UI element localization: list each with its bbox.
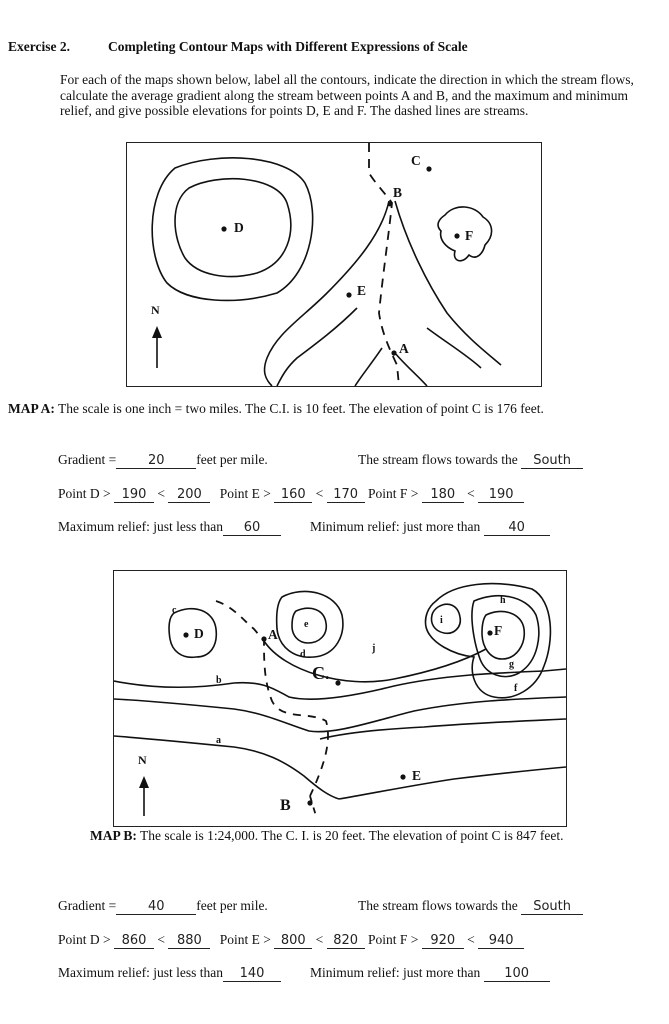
map-b-contour-label-a: a (216, 735, 221, 746)
map-b-gradient-row: Gradient = 40 feet per mile. (58, 898, 268, 914)
map-b-point-e-min[interactable]: 800 (274, 934, 312, 949)
point-e-dot-b (400, 774, 405, 779)
map-b-label-e: E (412, 768, 422, 783)
map-b-min-relief-row: Minimum relief: just more than 100 (310, 965, 550, 982)
map-b-contour-label-d: d (300, 649, 306, 660)
point-e-dot (346, 292, 351, 297)
map-a-max-relief-row: Maximum relief: just less than 60 (58, 519, 281, 536)
map-a-label-c: C (411, 153, 421, 168)
map-a-point-d-min[interactable]: 190 (114, 488, 154, 503)
map-a-min-relief-field[interactable]: 40 (484, 521, 550, 536)
map-a-label-a: A (399, 341, 409, 356)
map-b-contour-label-f: f (514, 683, 518, 694)
map-a-point-e-max[interactable]: 170 (327, 488, 365, 503)
map-b-label-a: A (268, 627, 278, 642)
map-b-contour-label-e: e (304, 619, 309, 630)
map-a-max-relief-field[interactable]: 60 (223, 521, 281, 536)
point-d-dot (221, 226, 226, 231)
map-b-north-label: N (138, 753, 147, 767)
map-b-caption: MAP B: The scale is 1:24,000. The C. I. is 20 feet. The elevation of point C is 847 feet. (90, 828, 564, 843)
point-b-dot (388, 202, 393, 207)
map-b-point-d-min[interactable]: 860 (114, 934, 154, 949)
point-d-dot-b (183, 632, 188, 637)
map-b-contour-label-i: i (440, 615, 443, 626)
map-a-north-label: N (151, 303, 160, 317)
map-b-contour-label-b: b (216, 675, 222, 686)
map-a-points-row: Point D > 190 < 200 Point E > 160 < 170 Point F > 180 < 190 (58, 486, 524, 503)
map-b (113, 570, 567, 827)
map-b-point-f-max[interactable]: 940 (478, 934, 524, 949)
map-b-max-relief-row: Maximum relief: just less than 140 (58, 965, 281, 982)
map-b-points-row: Point D > 860 < 880 Point E > 800 < 820 Point F > 920 < 940 (58, 932, 524, 949)
map-b-point-f-min[interactable]: 920 (422, 934, 464, 949)
map-a-label-b: B (393, 185, 403, 200)
map-a-caption: MAP A: The scale is one inch = two miles. The C.I. is 10 feet. The elevation of point C is 176 feet. (8, 401, 544, 416)
map-a (126, 142, 542, 387)
point-c-dot (426, 166, 431, 171)
instructions: For each of the maps shown below, label all the contours, indicate the direction in which the stream flows, calculate the average gradient along the stream between points A and B, and the maximum and minimum relief, and give possible elevations for points D, E and F. The dashed lines are streams. (60, 72, 634, 118)
map-a-min-relief-row: Minimum relief: just more than 40 (310, 519, 550, 536)
map-a-label-f: F (465, 228, 474, 243)
exercise-title: Completing Contour Maps with Different Expressions of Scale (108, 39, 468, 54)
map-a-point-d-max[interactable]: 200 (168, 488, 210, 503)
map-b-min-relief-field[interactable]: 100 (484, 967, 550, 982)
map-a-gradient-row: Gradient = 20 feet per mile. (58, 452, 268, 468)
map-b-contours (114, 571, 566, 826)
map-b-point-e-max[interactable]: 820 (327, 934, 365, 949)
map-a-point-f-min[interactable]: 180 (422, 488, 464, 503)
map-b-point-d-max[interactable]: 880 (168, 934, 210, 949)
map-a-contours (127, 143, 541, 386)
point-c-dot-b (335, 680, 340, 685)
point-a-dot-b (261, 636, 266, 641)
map-a-label-d: D (234, 220, 244, 235)
north-arrow-icon (152, 326, 162, 338)
map-a-point-f-max[interactable]: 190 (478, 488, 524, 503)
map-b-label-b: B (280, 797, 291, 814)
point-a-dot (391, 350, 396, 355)
map-b-label-d: D (194, 626, 204, 641)
map-b-label-c: C. (312, 663, 330, 683)
map-a-label-e: E (357, 283, 367, 298)
map-b-contour-label-j: j (372, 643, 376, 654)
exercise-number: Exercise 2. (8, 39, 70, 54)
map-b-flow-field[interactable]: South (521, 900, 583, 915)
map-b-contour-label-h: h (500, 595, 506, 606)
point-f-dot (454, 233, 459, 238)
map-a-flow-field[interactable]: South (521, 454, 583, 469)
map-b-flow-row: The stream flows towards the South (358, 898, 583, 915)
north-arrow-icon-b (139, 776, 149, 788)
map-b-contour-label-g: g (509, 659, 514, 670)
map-b-label-f: F (494, 623, 503, 638)
map-a-gradient-field[interactable]: 20 (116, 454, 196, 469)
map-b-gradient-field[interactable]: 40 (116, 900, 196, 915)
map-b-contour-label-c: c (172, 605, 177, 616)
point-b-dot-b (307, 800, 312, 805)
map-a-flow-row: The stream flows towards the South (358, 452, 583, 469)
map-a-point-e-min[interactable]: 160 (274, 488, 312, 503)
map-b-max-relief-field[interactable]: 140 (223, 967, 281, 982)
point-f-dot-b (487, 630, 492, 635)
